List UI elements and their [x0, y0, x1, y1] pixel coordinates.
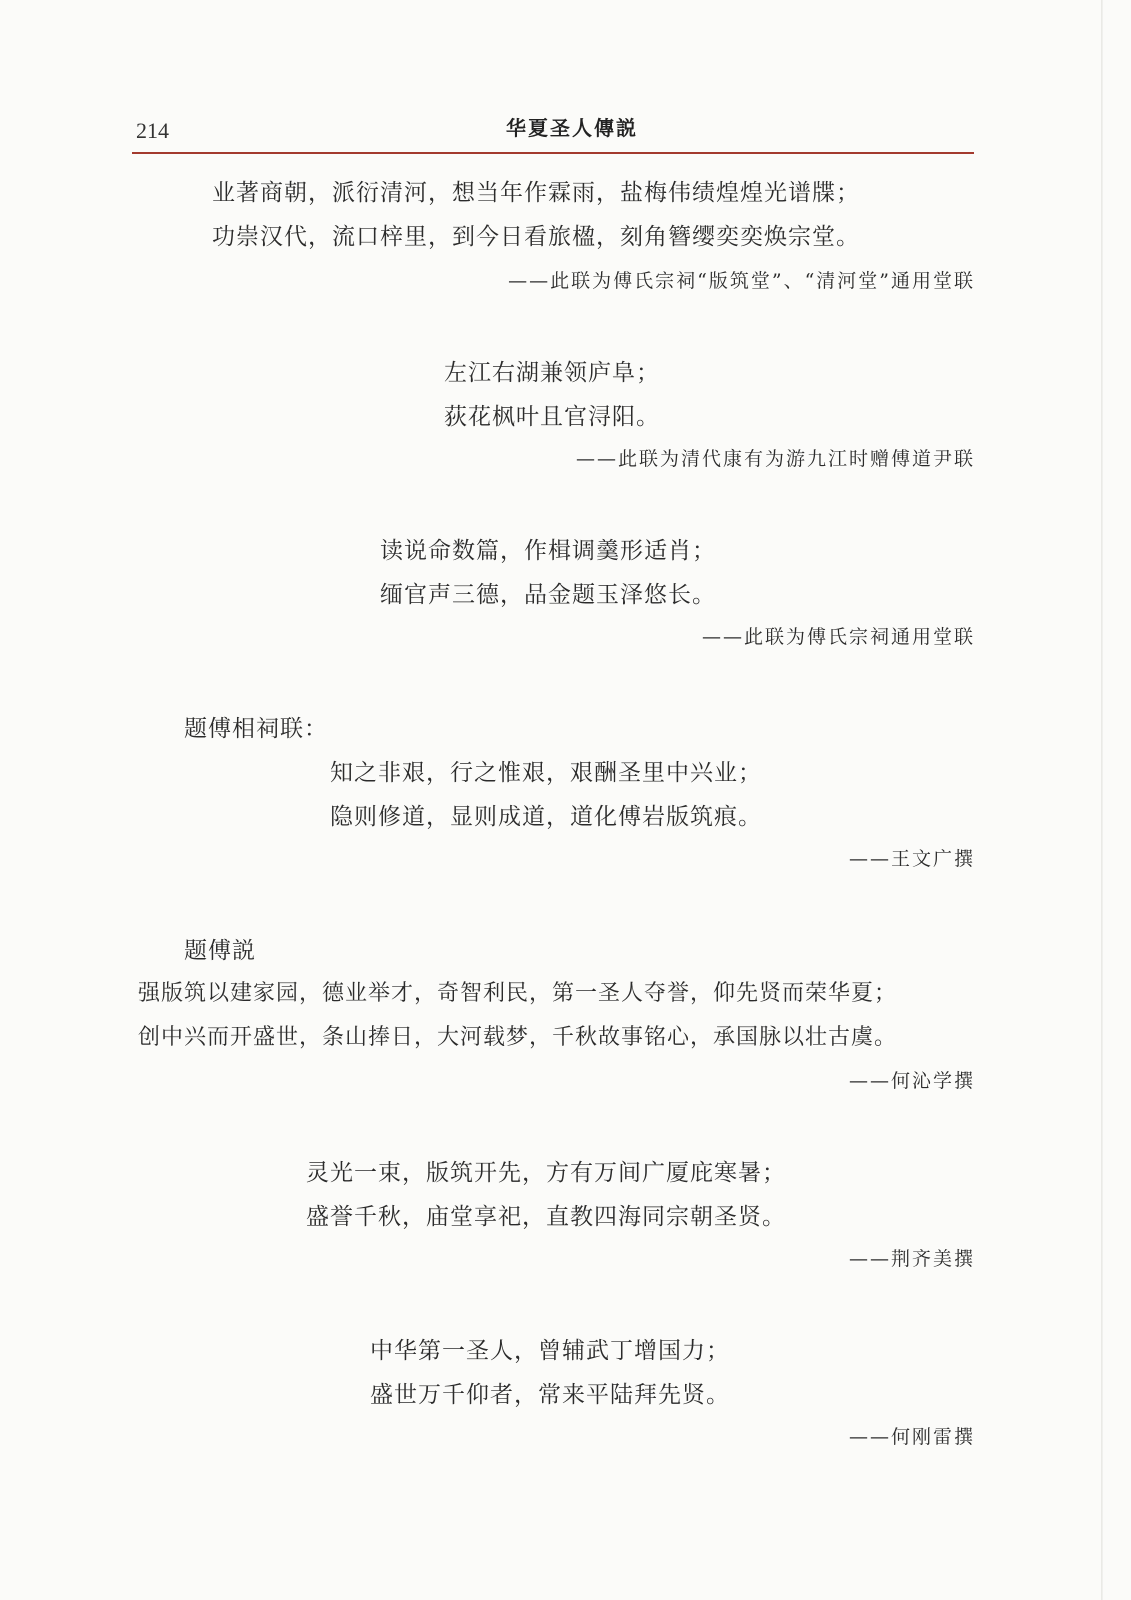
couplet-line: 创中兴而开盛世，条山捧日，大河载梦，千秋故事铭心，承国脉以壮古虞。: [138, 1025, 898, 1050]
header-rule: [132, 152, 974, 154]
attribution: ——何刚雷撰: [848, 1426, 975, 1448]
couplet-line: 隐则修道，显则成道，道化傅岩版筑痕。: [330, 804, 762, 830]
couplet-line: 知之非艰，行之惟艰，艰酬圣里中兴业；: [330, 760, 762, 786]
attribution: ——王文广撰: [848, 848, 975, 870]
attribution: ——此联为傅氏宗祠“版筑堂”、“清河堂”通用堂联: [508, 270, 975, 292]
couplet-line: 盛世万千仰者，常来平陆拜先贤。: [370, 1382, 730, 1408]
couplet-line: 强版筑以建家园，德业举才，奇智利民，第一圣人夺誉，仰先贤而荣华夏；: [138, 981, 898, 1006]
section-heading: 题傅相祠联：: [184, 716, 328, 742]
couplet-line: 荻花枫叶且官浔阳。: [444, 404, 660, 430]
couplet-line: 中华第一圣人，曾辅武丁增国力；: [370, 1338, 730, 1364]
attribution: ——此联为清代康有为游九江时赠傅道尹联: [575, 448, 975, 470]
couplet-line: 灵光一束，版筑开先，方有万间广厦庇寒暑；: [306, 1160, 786, 1186]
couplet-line: 缅官声三德，品金题玉泽悠长。: [380, 582, 716, 608]
page-header: [132, 108, 974, 154]
couplet-line: 业著商朝，派衍清河，想当年作霖雨，盐梅伟绩煌煌光谱牒；: [212, 180, 860, 206]
attribution: ——荆齐美撰: [848, 1248, 975, 1270]
couplet-line: 左江右湖兼领庐阜；: [444, 360, 660, 386]
running-title: 华夏圣人傳説: [506, 116, 638, 140]
section-heading: 题傅説: [184, 938, 256, 964]
page-number: 214: [136, 118, 169, 143]
page-edge: [1101, 0, 1103, 1600]
attribution: ——何沁学撰: [848, 1070, 975, 1092]
couplet-line: 功崇汉代，流口梓里，到今日看旅楹，刻角簪缨奕奕焕宗堂。: [212, 224, 860, 250]
couplet-line: 读说命数篇，作楫调羹形适肖；: [380, 538, 716, 564]
attribution: ——此联为傅氏宗祠通用堂联: [701, 626, 975, 648]
couplet-line: 盛誉千秋，庙堂享祀，直教四海同宗朝圣贤。: [306, 1204, 786, 1230]
